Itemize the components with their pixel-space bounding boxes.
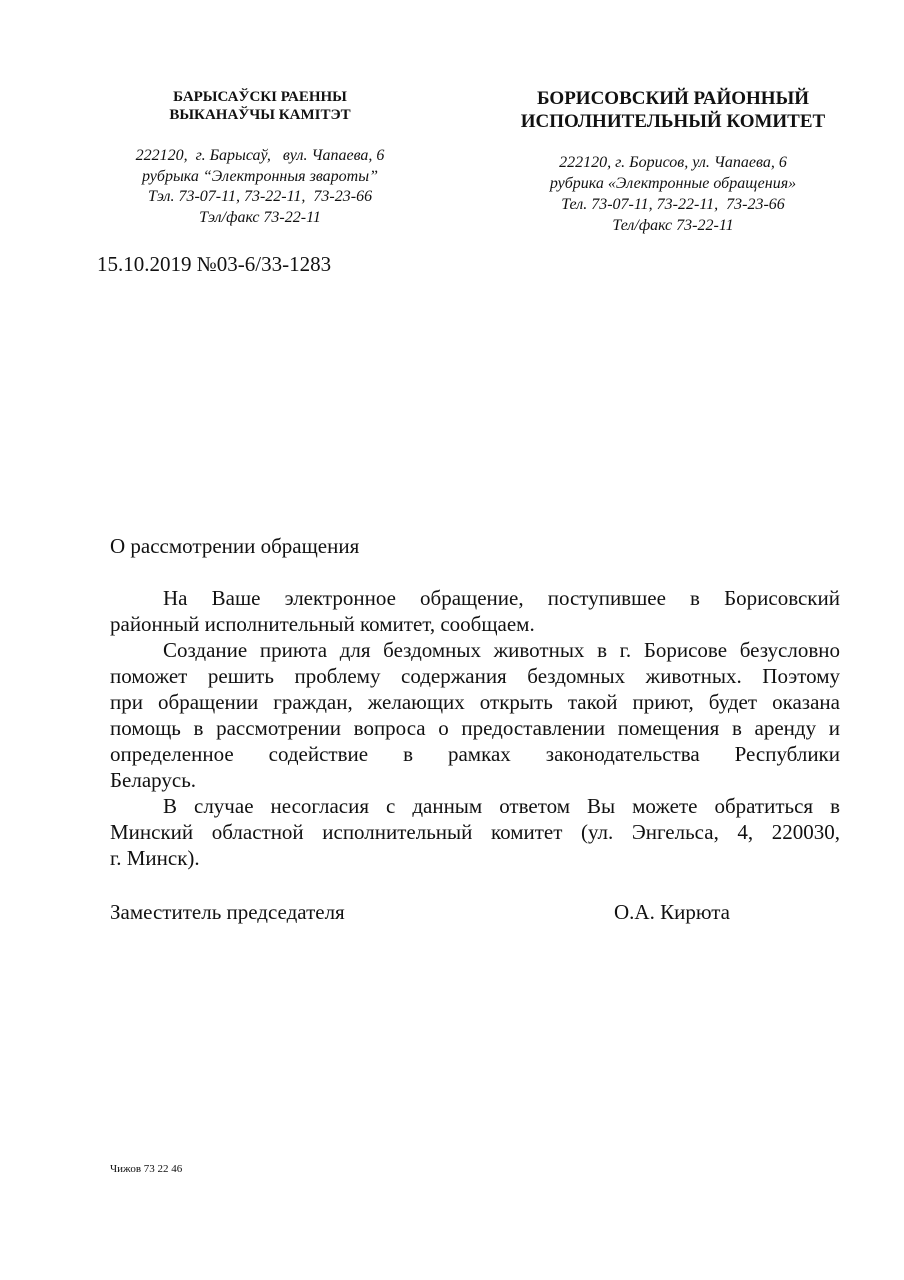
header-by-contact-line: 222120, г. Барысаў, вул. Чапаева, 6 bbox=[135, 147, 385, 164]
header-by-contact-line: Тэл. 73-07-11, 73-22-11, 73-23-66 bbox=[147, 188, 373, 205]
signature-position: Заместитель председателя bbox=[110, 900, 345, 924]
header-ru-org-line: БОРИСОВСКИЙ РАЙОННЫЙ bbox=[536, 88, 810, 109]
footer-executor: Чижов 73 22 46 bbox=[110, 1163, 183, 1175]
signature-name: О.А. Кирюта bbox=[614, 900, 730, 924]
header-ru-contact-line: рубрика «Электронные обращения» bbox=[549, 175, 797, 192]
header-by-contacts bbox=[100, 146, 420, 228]
body-line: определенное содействие в рамках законодательства Республики bbox=[110, 742, 840, 766]
header-by-org bbox=[100, 88, 420, 124]
body-line: районный исполнительный комитет, сообщаем. bbox=[110, 612, 535, 636]
body-line: г. Минск). bbox=[110, 846, 200, 870]
header-ru-org-line: ИСПОЛНИТЕЛЬНЫЙ КОМИТЕТ bbox=[520, 111, 826, 132]
header-by-org-line: ВЫКАНАЎЧЫ КАМІТЭТ bbox=[169, 107, 351, 123]
body-line: Беларусь. bbox=[110, 768, 197, 792]
header-ru-contact-line: 222120, г. Борисов, ул. Чапаева, 6 bbox=[559, 154, 787, 171]
header-ru-contact-line: Тел. 73-07-11, 73-22-11, 73-23-66 bbox=[561, 196, 785, 213]
header-by-contact-line: рубрыка “Электронныя звароты” bbox=[142, 167, 378, 185]
body-line: Создание приюта для бездомных животных в г. Борисове безусловно bbox=[163, 638, 840, 662]
body-line: На Ваше электронное обращение, поступившее в Борисовский bbox=[163, 586, 840, 610]
date-number: 15.10.2019 №03-6/33-1283 bbox=[97, 252, 332, 276]
letter-body bbox=[110, 585, 840, 871]
header-by-org-line: БАРЫСАЎСКІ РАЕННЫ bbox=[173, 89, 347, 105]
header-ru-contacts bbox=[490, 152, 856, 236]
header-ru-org bbox=[490, 87, 856, 133]
body-line: Минский областной исполнительный комитет (ул. Энгельса, 4, 220030, bbox=[110, 820, 840, 844]
body-line: помощь в рассмотрении вопроса о предоставлении помещения в аренду и bbox=[110, 716, 840, 740]
body-line: поможет решить проблему содержания бездомных животных. Поэтому bbox=[110, 664, 840, 688]
subject: О рассмотрении обращения bbox=[110, 534, 360, 558]
body-line: при обращении граждан, желающих открыть такой приют, будет оказана bbox=[110, 690, 840, 714]
header-ru-contact-line: Тел/факс 73-22-11 bbox=[612, 217, 734, 234]
body-line: В случае несогласия с данным ответом Вы можете обратиться в bbox=[163, 794, 840, 818]
header-by-contact-line: Тэл/факс 73-22-11 bbox=[199, 208, 321, 226]
